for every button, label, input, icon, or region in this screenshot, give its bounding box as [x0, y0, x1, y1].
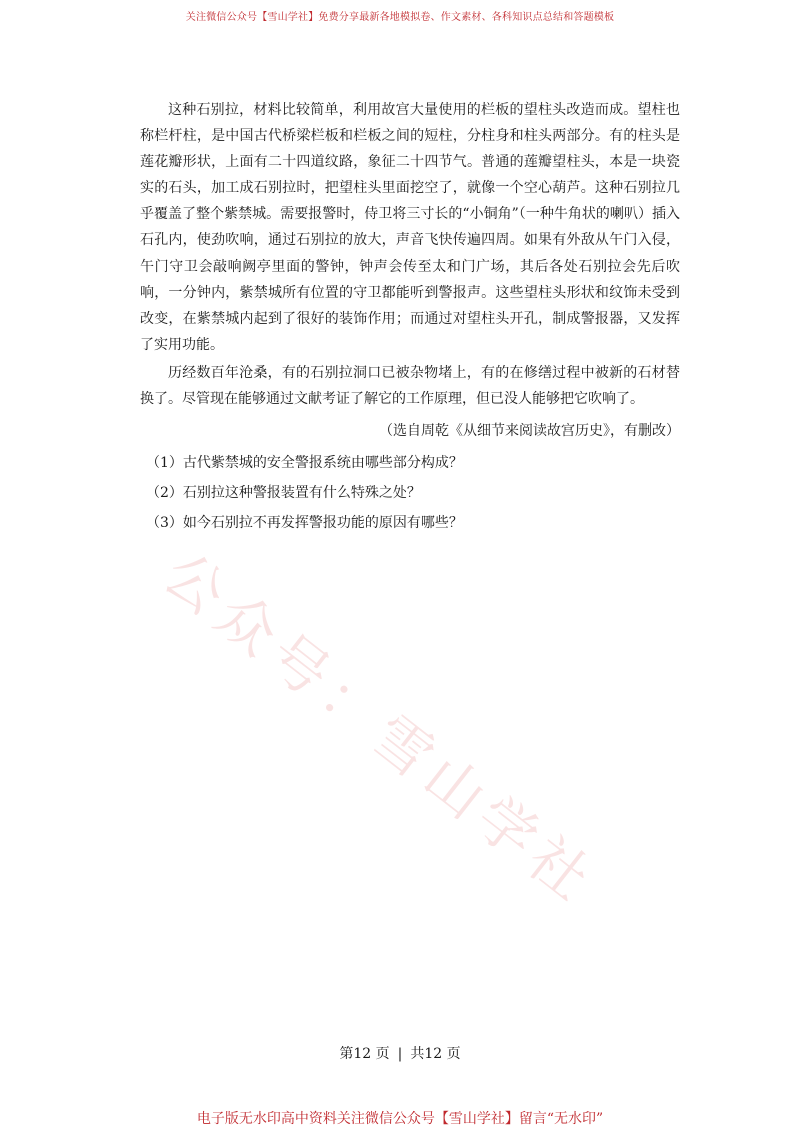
- watermark-text: 公众号：雪山学社: [150, 539, 609, 918]
- article-source: （选自周乾《从细节来阅读故宫历史》，有删改）: [379, 423, 680, 440]
- page-number-footer: [0, 1043, 800, 1063]
- document-body: [140, 97, 680, 538]
- question-item: （2）石别拉这种警报装置有什么特殊之处？: [146, 485, 421, 502]
- article-paragraph: 这种石别拉，材料比较简单，利用故宫大量使用的栏板的望柱头改造而成。望柱也称栏杆柱，是中国古代桥梁栏板和栏板之间的短柱，分柱身和柱头两部分。有的柱头是莲花瓣形状，上面有二十四道纹路，象征二十四节气。普通的莲瓣望柱头，本是一块瓷实的石头，加工成石别拉时，把望柱头里面挖空了，就像一个空心葫芦。这种石别拉几乎覆盖了整个紫禁城。需要报警时，侍卫将三寸长的“小铜角”（一种牛角状的喇叭）插入石孔内，使劲吹响，通过石别拉的放大，声音飞快传遍四周。如果有外敌从午门入侵，午门守卫会敲响阙亭里面的警钟，钟声会传至太和门广场，其后各处石别拉会先后吹响，一分钟内，紫禁城所有位置的守卫都能听到警报声。这些望柱头形状和纹饰未受到改变，在紫禁城内起到了很好的装饰作用；而通过对望柱头开孔，制成警报器，又发挥了实用功能。: [140, 102, 680, 353]
- article-paragraph: 历经数百年沧桑，有的石别拉洞口已被杂物堵上，有的在修缮过程中被新的石材替换了。尽管现在能够通过文献考证了解它的工作原理，但已没人能够把它吹响了。: [140, 364, 680, 408]
- page-separator: |: [397, 1046, 403, 1062]
- question-item: （1）古代紫禁城的安全警报系统由哪些部分构成？: [146, 455, 463, 472]
- total-pages-label: 共12 页: [410, 1046, 461, 1062]
- question-item: （3）如今石别拉不再发挥警报功能的原因有哪些？: [146, 515, 463, 532]
- current-page-label: 第12 页: [339, 1046, 390, 1062]
- top-promo-banner: 关注微信公众号【雪山学社】免费分享最新各地模拟卷、作文素材、各科知识点总结和答题模板: [185, 12, 615, 23]
- bottom-promo-banner: 电子版无水印高中资料关注微信公众号【雪山学社】留言“无水印”: [196, 1111, 604, 1127]
